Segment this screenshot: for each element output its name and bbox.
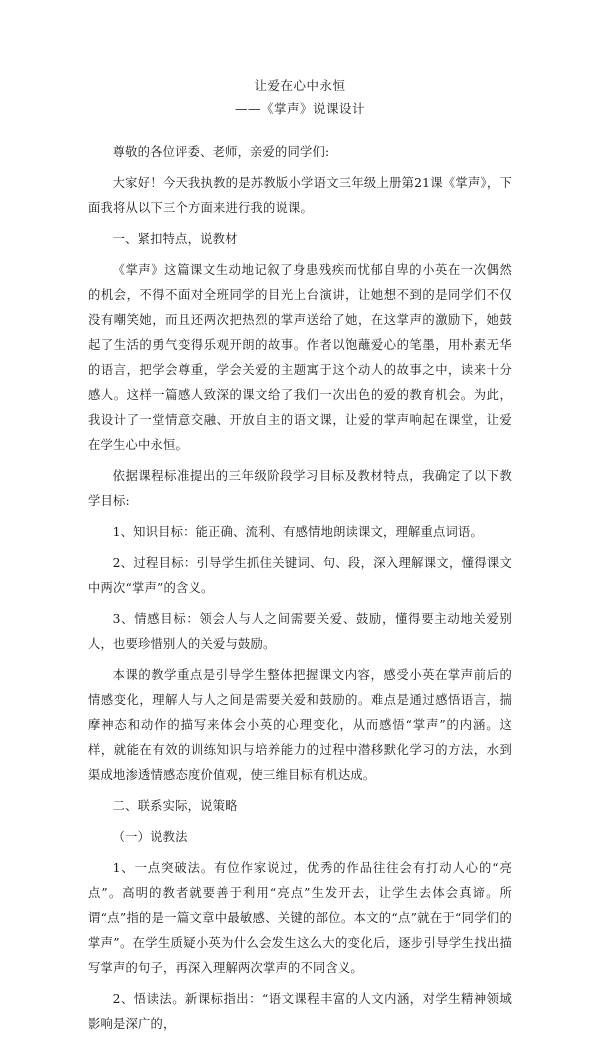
paragraph-method-1: 1、一点突破法。有位作家说过，优秀的作品往往会有打动人心的“亮点”。高明的教者就要善于利用“亮点”生发开去，让学生去体会真谛。所谓“点”指的是一篇文章中最敏感、关键的部位。本文的“点”就在于“同学们的掌声”。在学生质疑小英为什么会发生这么大的变化后，逐步引导学生找出描写掌声的句子，再深入理解两次掌声的不同含义。 [88,861,512,975]
paragraph-goal-emotion: 3、情感目标：领会人与人之间需要关爱、鼓励，懂得要主动地关爱别人，也要珍惜别人的关爱与鼓励。 [88,612,512,651]
paragraph-goals-intro: 依据课程标准提出的三年级阶段学习目标及教材特点，我确定了以下教学目标: [88,469,512,508]
section-heading-1: 一、紧扣特点，说教材 [112,232,238,246]
document-subtitle: ——《掌声》说课设计 [234,101,365,116]
paragraph-method-2: 2、悟读法。新课标指出：“语文课程丰富的人文内涵，对学生精神领域影响是深广的， [88,992,512,1031]
paragraph-goal-knowledge: 1、知识目标：能正确、流利、有感情地朗读课文，理解重点词语。 [112,525,484,539]
paragraph-key-points: 本课的教学重点是引导学生整体把握课文内容，感受小英在掌声前后的情感变化，理解人与人之间是需要关爱和鼓励的。难点是通过感悟语言，揣摩神态和动作的描写来体会小英的心理变化，从而感悟“掌声”的内涵。这样，就能在有效的训练知识与培养能力的过程中潜移默化学习的方法，水到渠成地渗透情感态度价值观，使三维目标有机达成。 [88,668,512,782]
paragraph-material: 《掌声》这篇课文生动地记叙了身患残疾而忧郁自卑的小英在一次偶然的机会，不得不面对全班同学的目光上台演讲，让她想不到的是同学们不仅没有嘲笑她，而且还两次把热烈的掌声送给了她，在这掌声的激励下，她鼓起了生活的勇气变得乐观开朗的故事。作者以饱蘸爱心的笔墨，用朴素无华的语言，把学会尊重，学会关爱的主题寓于这个动人的故事之中，读来十分感人。这样一篇感人致深的课文给了我们一次出色的爱的教育机会。为此，我设计了一堂情意交融、开放自主的语文课，让爱的掌声响起在课堂，让爱在学生心中永恒。 [88,263,512,452]
paragraph-greeting: 尊敬的各位评委、老师，亲爱的同学们: [112,145,330,159]
subsection-heading-teaching-method: （一）说教法 [112,830,188,844]
document-title: 让爱在心中永恒 [254,78,346,93]
paragraph-intro: 大家好！今天我执教的是苏教版小学语文三年级上册第21课《掌声》，下面我将从以下三个方面来进行我的说课。 [88,176,512,215]
section-heading-2: 二、联系实际，说策略 [112,799,238,813]
document-body [88,140,512,1043]
paragraph-goal-process: 2、过程目标：引导学生抓住关键词、句、段，深入理解课文，懂得课文中两次“掌声”的含义。 [88,556,512,595]
